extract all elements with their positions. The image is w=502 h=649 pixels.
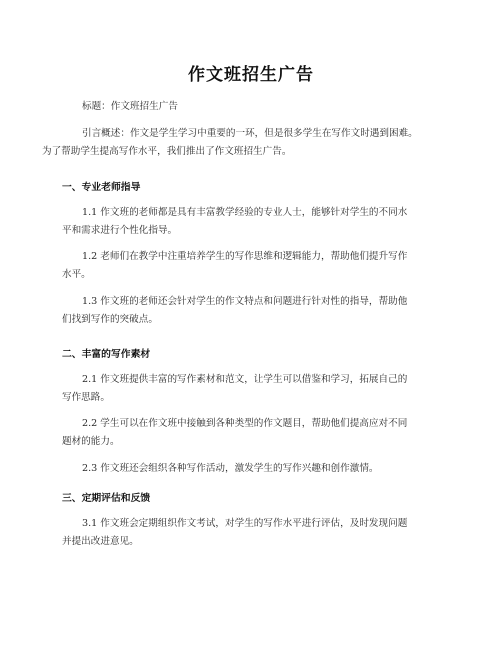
section-3-paragraph-1 (62, 515, 442, 551)
section-1-paragraph-1 (62, 204, 442, 240)
section-2-paragraph-3 (62, 460, 442, 478)
paragraph-line: 1.3 作文班的老师还会针对学生的作文特点和问题进行针对性的指导，帮助他 (82, 296, 408, 307)
section-1-paragraph-3 (62, 293, 442, 329)
paragraph-line: 2.1 作文班提供丰富的写作素材和范文，让学生可以借鉴和学习，拓展自己的 (82, 374, 408, 385)
section-3-heading: 三、定期评估和反馈 (62, 493, 151, 504)
subtitle-line: 标题：作文班招生广告 (82, 101, 178, 112)
paragraph-line: 写作思路。 (62, 392, 110, 403)
intro-paragraph (42, 125, 442, 161)
paragraph-line: 并提出改进意见。 (62, 536, 139, 547)
section-2-paragraph-1 (62, 371, 442, 407)
paragraph-line: 3.1 作文班会定期组织作文考试，对学生的写作水平进行评估，及时发现问题 (82, 518, 408, 529)
paragraph-line: 1.1 作文班的老师都是具有丰富教学经验的专业人士，能够针对学生的不同水 (82, 207, 408, 218)
paragraph-line: 题材的能力。 (62, 436, 120, 447)
page-title: 作文班招生广告 (188, 65, 314, 85)
paragraph-line: 2.3 作文班还会组织各种写作活动，激发学生的写作兴趣和创作激情。 (82, 463, 379, 474)
paragraph-line: 们找到写作的突破点。 (62, 314, 158, 325)
paragraph-line: 水平。 (62, 269, 91, 280)
paragraph-line: 1.2 老师们在教学中注重培养学生的写作思维和逻辑能力，帮助他们提升写作 (82, 251, 408, 262)
intro-line-2: 为了帮助学生提高写作水平，我们推出了作文班招生广告。 (42, 146, 292, 157)
section-1-paragraph-2 (62, 248, 442, 284)
intro-line-1: 引言概述：作文是学生学习中重要的一环，但是很多学生在写作文时遇到困难。 (82, 128, 418, 139)
paragraph-line: 2.2 学生可以在作文班中接触到各种类型的作文题目，帮助他们提高应对不同 (82, 418, 408, 429)
section-2-paragraph-2 (62, 415, 442, 451)
section-2-heading: 二、丰富的写作素材 (62, 349, 151, 360)
section-1-heading: 一、专业老师指导 (62, 182, 141, 193)
subtitle-paragraph (62, 98, 442, 116)
paragraph-line: 平和需求进行个性化指导。 (62, 225, 178, 236)
